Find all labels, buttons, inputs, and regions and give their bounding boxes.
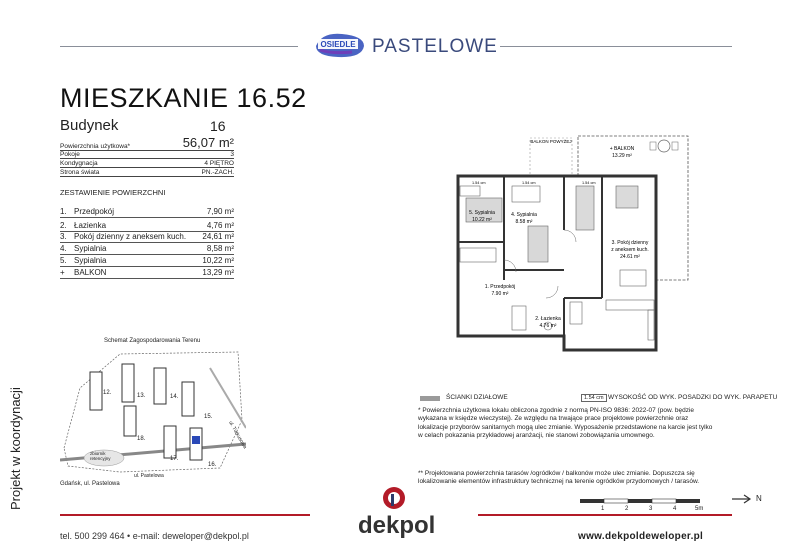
osiedle-logo-icon (312, 30, 368, 60)
legend-walls-label: ŚCIANKI DZIAŁOWE (446, 394, 508, 401)
area-label: Powierzchnia użytkowa* (60, 143, 131, 150)
fridge-icon (648, 310, 654, 340)
area-row (60, 135, 234, 151)
summary-row-name: Łazienka (74, 221, 107, 230)
window-height: 1.54 cm (582, 181, 596, 185)
rooms-label: Pokoje (60, 151, 80, 158)
logo-name: PASTELOWE (372, 36, 498, 57)
summary-row-num: 5. (60, 256, 67, 265)
orientation-value: PN.-ZACH. (201, 169, 234, 176)
summary-row-num: 4. (60, 244, 67, 253)
wardrobe-icon (460, 186, 480, 196)
floor-plan (452, 130, 702, 356)
room-area: 10.22 m² (472, 217, 492, 223)
street-label: ul. Turkusowa (227, 420, 248, 450)
page-title: MIESZKANIE 16.52 (60, 83, 307, 113)
site-building-label: 18. (137, 436, 146, 442)
building-label: Budynek (60, 117, 119, 134)
scale-bar (576, 495, 736, 515)
balcony-area: 13.29 m² (612, 153, 632, 159)
summary-row-num: 2. (60, 221, 67, 230)
reservoir-label: zbiornik retencyjny (90, 451, 111, 461)
summary-row-name: Przedpokój (74, 207, 115, 216)
rooms-value: 3 (230, 151, 234, 158)
summary-row (60, 207, 234, 218)
header-line-left (60, 46, 298, 47)
coordination-side-text: Projekt w koordynacji (8, 387, 23, 510)
summary-row-num: 3. (60, 232, 67, 241)
summary-row-area: 13,29 m² (202, 268, 234, 277)
summary-title: ZESTAWIENIE POWIERZCHNI (60, 188, 166, 197)
window-height: 1.54 cm (522, 181, 536, 185)
dining-table-icon (620, 270, 646, 286)
summary-row-num: + (60, 268, 65, 277)
dekpol-brand: dekpol (358, 512, 436, 539)
floor-row (60, 160, 234, 168)
balcony-above-label: BALKON POWYŻEJ (530, 139, 572, 144)
header-line-right (500, 46, 732, 47)
room-area: 8.58 m² (515, 219, 533, 225)
street-label: ul. Pastelowa (134, 473, 164, 479)
legend-heights-label: WYSOKOŚĆ OD WYK. POSADZKI DO WYK. PARAPETU (608, 394, 778, 401)
summary-row (60, 232, 234, 243)
balcony-chair-icon (672, 142, 678, 150)
balcony-chair-icon (650, 142, 656, 150)
room-area: 7.90 m² (491, 291, 509, 297)
summary-row-name: Sypialnia (74, 244, 107, 253)
summary-row (60, 221, 234, 232)
site-caption: Gdańsk, ul. Pastelowa (60, 481, 120, 487)
site-building-label: 12. (103, 390, 112, 396)
summary-row-area: 10,22 m² (202, 256, 234, 265)
contact-info: tel. 500 299 464 • e-mail: deweloper@dekpol.pl (60, 531, 249, 541)
rooms-row (60, 151, 234, 159)
summary-row-name: Pokój dzienny z aneksem kuch. (74, 232, 187, 241)
site-plan-title: Schemat Zagospodarowania Terenu (104, 338, 201, 344)
footer-line-left (60, 514, 310, 516)
orientation-row (60, 169, 234, 177)
scale-label: 3 (649, 506, 653, 512)
room-area: 24.61 m² (620, 254, 640, 260)
site-building-label: 16. (208, 462, 217, 468)
summary-row-num: 1. (60, 207, 67, 216)
room-label: 1. Przedpokój (484, 284, 516, 290)
summary-row (60, 256, 234, 267)
scale-label: 1 (601, 506, 605, 512)
room-area: 4.76 m² (539, 323, 557, 329)
note-area: * Powierzchnia użytkowa lokalu obliczona zgodnie z normą PN-ISO 9836: 2022-07 (pow. będzie wykazana w księdze wieczystej). Ze względu na trwające prace projektowe powierzchnie oraz lokalizacje przyborów sanitarnych mogą ulec zmianie. Wyposażenie przedstawione na karcie jest tylko w celach pokazania przykładowej aranżacji, nie stanowi zobowiązania umownego. (418, 407, 713, 440)
room-label: 3. Pokój dzienny (611, 240, 649, 246)
summary-row (60, 268, 234, 279)
scale-label: 5m (695, 506, 704, 512)
balcony-table-icon (658, 140, 670, 152)
summary-row-area: 8,58 m² (206, 244, 234, 253)
orientation-label: Strona świata (60, 169, 100, 176)
note-balcony: ** Projektowana powierzchnia tarasów /ogródków / balkonów może ulec zmianie. Dopuszcza się lokalizowanie elementów infrastruktury technicznej na terenie ogródków przydomowych / tarasów. (418, 470, 700, 486)
north-label: N (756, 494, 762, 503)
site-plan-map (60, 348, 246, 476)
floor-value: 4 PIĘTRO (204, 160, 234, 167)
bed-icon (528, 226, 548, 262)
summary-row-area: 4,76 m² (206, 221, 234, 230)
window-height: 1.54 cm (472, 181, 486, 185)
sofa-icon (576, 186, 594, 230)
summary-row-area: 24,61 m² (202, 232, 234, 241)
door-swing-icon (564, 230, 576, 242)
scale-label: 2 (625, 506, 629, 512)
legend-walls-swatch (420, 396, 440, 401)
armchair-icon (616, 186, 638, 208)
balcony-label: + BALKON (609, 146, 635, 152)
site-building-label: 13. (137, 393, 146, 399)
summary-row-area: 7,90 m² (206, 207, 234, 216)
floor-label: Kondygnacja (60, 160, 98, 167)
room-label: z aneksem kuch. (611, 247, 649, 253)
desk-icon (460, 248, 496, 262)
room-label: 2. Łazienka (535, 316, 561, 322)
summary-row-name: BALKON (74, 268, 107, 277)
footer-line-right (478, 514, 732, 516)
summary-row-name: Sypialnia (74, 256, 107, 265)
site-building-label: 15. (204, 414, 213, 420)
dekpol-logo-icon (382, 486, 406, 510)
room-label: 5. Sypialnia (469, 210, 495, 216)
logo-badge-text: OSIEDLE (320, 40, 356, 49)
north-arrow-icon (730, 493, 754, 505)
summary-row (60, 244, 234, 255)
site-building-label: 14. (170, 394, 179, 400)
room-label: 4. Sypialnia (511, 212, 537, 218)
wardrobe-icon (512, 306, 526, 330)
scale-label: 4 (673, 506, 677, 512)
legend-height-sample: 1.54 cm (581, 394, 607, 402)
website-link[interactable]: www.dekpoldeweloper.pl (578, 531, 704, 542)
building-value: 16 (210, 118, 226, 134)
area-value: 56,07 m² (182, 135, 234, 150)
site-building-label: 17. (170, 456, 179, 462)
bathtub-icon (570, 302, 582, 324)
door-swing-icon (546, 286, 558, 298)
kitchen-counter-icon (606, 300, 654, 310)
desk-icon (512, 186, 540, 202)
